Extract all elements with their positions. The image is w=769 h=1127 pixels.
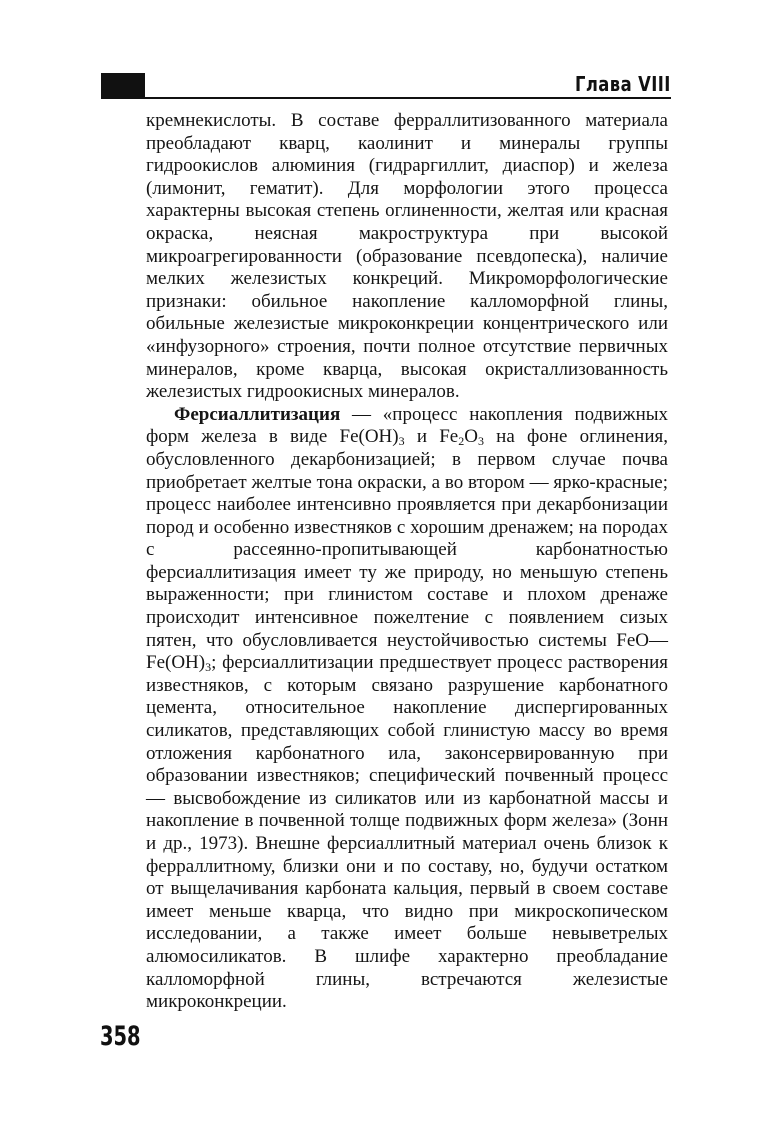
body-text xyxy=(146,110,668,1014)
subscript: 2 xyxy=(458,434,465,449)
paragraph-ferrallitization: кремнекислоты. В составе ферраллитизованного материала преобладают кварц, каолинит и минералы группы гидроокислов алюминия (гидраргиллит, диаспор) и железа (лимонит, гематит). Для морфологии этого процесса характерны высокая степень оглиненности, желтая или красная окраска, неясная макроструктура при высокой микроагрегированности (образование псевдопеска), наличие мелких железистых конкреций. Микроморфологические признаки: обильное накопление калломорфной глины, обильные железистые микроконкреции концентрического или «инфузорного» строения, почти полное отсутствие первичных минералов, кроме кварца, высокая окристаллизованность железистых гидроокисных минералов. xyxy=(146,110,668,403)
paragraph-text: — «процесс накопления подвижных форм железа в виде Fe(OH) xyxy=(146,403,668,448)
paragraph-text: ; ферсиаллитизации предшествует процесс растворения известняков, с которым связано разрушение карбонатного цемента, относительное накопление диспергированных силикатов, представляющих собой глинистую массу во время отложения карбонатного ила, законсервированную при образовании известняков; специфический почвенный процесс — высвобождение из силикатов или из карбонатной массы и накопление в почвенной толще подвижных форм железа» (Зонн и др., 1973). Внешне ферсиаллитный материал очень близок к ферраллитному, близки они и по составу, но, будучи остатком от выщелачивания карбоната кальция, первый в своем составе имеет меньше кварца, что видно при микроскопическом исследовании, а также имеет больше невыветрелых алюмосиликатов. В шлифе характерно преобладание калломорфной глины, встречаются железистые микроконкреции. xyxy=(146,652,668,1013)
paragraph-fersiallitization xyxy=(146,404,668,1014)
paragraph-text: и Fe xyxy=(404,426,459,448)
paragraph-text: на фоне оглинения, обусловленного декарбонизацией; в первом случае почва приобретает желтые тона окраски, а во втором — ярко-красные; процесс наиболее интенсивно проявляется при декарбонизации пород и особенно известняков с хорошим дренажем; на породах с рассеянно-пропитывающей карбонатностью ферсиаллитизация имеет ту же природу, но меньшую степень выраженности; при глинистом составе и плохом дренаже происходит интенсивное пожелтение с появлением сизых пятен, что обусловливается неустойчивостью системы FeO—Fe(OH) xyxy=(146,426,669,674)
term-fersiallitization: Ферсиаллитизация xyxy=(174,403,341,425)
subscript: 3 xyxy=(477,434,484,449)
page-number: 358 xyxy=(100,1021,141,1052)
paragraph-text: O xyxy=(464,426,478,448)
chapter-title: Глава VIII xyxy=(575,72,671,96)
subscript: 3 xyxy=(205,660,212,675)
header-black-block xyxy=(101,73,145,98)
subscript: 3 xyxy=(398,434,405,449)
header-rule xyxy=(101,97,671,99)
